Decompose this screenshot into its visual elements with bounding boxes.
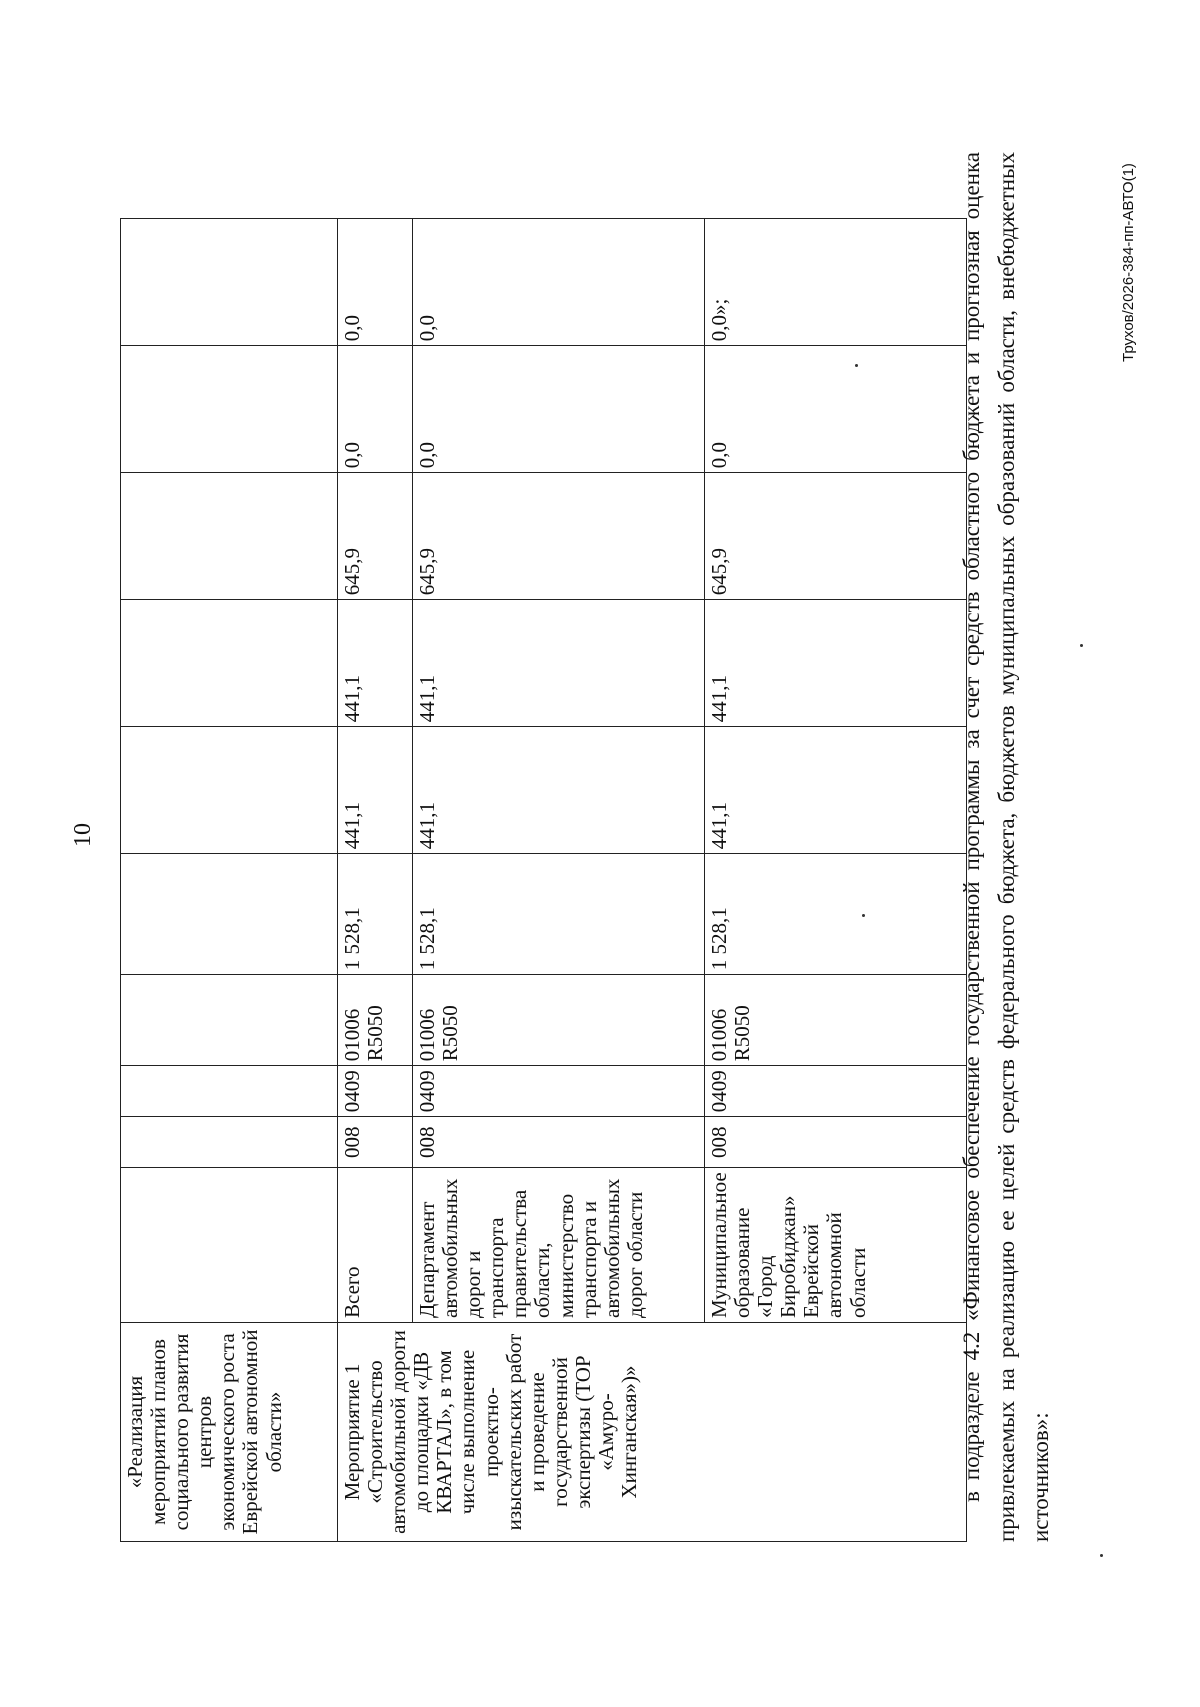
value-cell	[121, 219, 338, 346]
value-cell: 0,0	[705, 346, 967, 473]
rzpr-cell: 0409	[705, 1066, 967, 1117]
value-cell: 0,0	[338, 219, 413, 346]
value-cell: 645,9	[413, 473, 705, 600]
value-cell	[121, 600, 338, 727]
value-cell: 441,1	[705, 727, 967, 854]
value-cell: 0,0»;	[705, 219, 967, 346]
table-row-program	[121, 219, 338, 1542]
csr-cell	[121, 975, 338, 1066]
scan-speck	[862, 914, 865, 917]
value-cell: 441,1	[338, 600, 413, 727]
rzpr-cell: 0409	[413, 1066, 705, 1117]
scan-speck	[1080, 644, 1083, 647]
value-cell	[121, 346, 338, 473]
table-row-total	[338, 219, 413, 1542]
paragraph-text: в подразделе 4.2 «Финансовое обеспечение государственной программы за счет средств областного бюджета и прогнозная оценка привлекаемых на реализацию ее целей средств федерального бюджета, бюджетов муниципальных образований области, внебюджетных источников»:	[959, 152, 1053, 1542]
document-code: Трухов/2026-384-пп-АВТО(1)	[1120, 163, 1137, 362]
csr-cell: 01006 R5050	[413, 975, 705, 1066]
value-total-cell: 1 528,1	[413, 854, 705, 975]
executor-cell: Всего	[338, 1168, 413, 1323]
value-cell: 441,1	[413, 600, 705, 727]
scan-speck	[855, 364, 858, 367]
financing-table	[120, 218, 967, 1542]
grbs-cell	[121, 1117, 338, 1168]
value-cell	[121, 473, 338, 600]
body-paragraph	[955, 152, 1059, 1542]
executor-cell	[121, 1168, 338, 1323]
value-cell: 645,9	[705, 473, 967, 600]
grbs-cell: 008	[413, 1117, 705, 1168]
csr-cell: 01006 R5050	[705, 975, 967, 1066]
csr-cell: 01006 R5050	[338, 975, 413, 1066]
program-name-cell: «Реализация мероприятий планов социального развития центров экономического роста Еврейской автономной области»	[121, 1323, 338, 1542]
page-number: 10	[70, 823, 96, 847]
value-cell: 441,1	[338, 727, 413, 854]
executor-cell: Муниципальное образование «Город Биробиджан» Еврейской автономной области	[705, 1168, 967, 1323]
scan-speck	[1100, 1554, 1103, 1557]
grbs-cell: 008	[338, 1117, 413, 1168]
rzpr-cell	[121, 1066, 338, 1117]
value-cell: 645,9	[338, 473, 413, 600]
value-cell	[121, 727, 338, 854]
executor-cell: Департамент автомобильных дорог и транспорта правительства области, министерство транспорта и автомобильных дорог области	[413, 1168, 705, 1323]
rzpr-cell: 0409	[338, 1066, 413, 1117]
grbs-cell: 008	[705, 1117, 967, 1168]
value-cell: 0,0	[338, 346, 413, 473]
value-cell: 0,0	[413, 219, 705, 346]
value-cell: 0,0	[413, 346, 705, 473]
value-total-cell: 1 528,1	[705, 854, 967, 975]
value-cell: 441,1	[413, 727, 705, 854]
value-cell	[121, 854, 338, 975]
value-total-cell: 1 528,1	[338, 854, 413, 975]
measure-name-cell: Мероприятие 1 «Строительство автомобильной дороги до площадки «ДВ КВАРТАЛ», в том числе выполнение проектно-изыскательских работ и проведение государственной экспертизы (ТОР «Амуро-Хинганская»)»	[338, 1323, 967, 1542]
value-cell: 441,1	[705, 600, 967, 727]
